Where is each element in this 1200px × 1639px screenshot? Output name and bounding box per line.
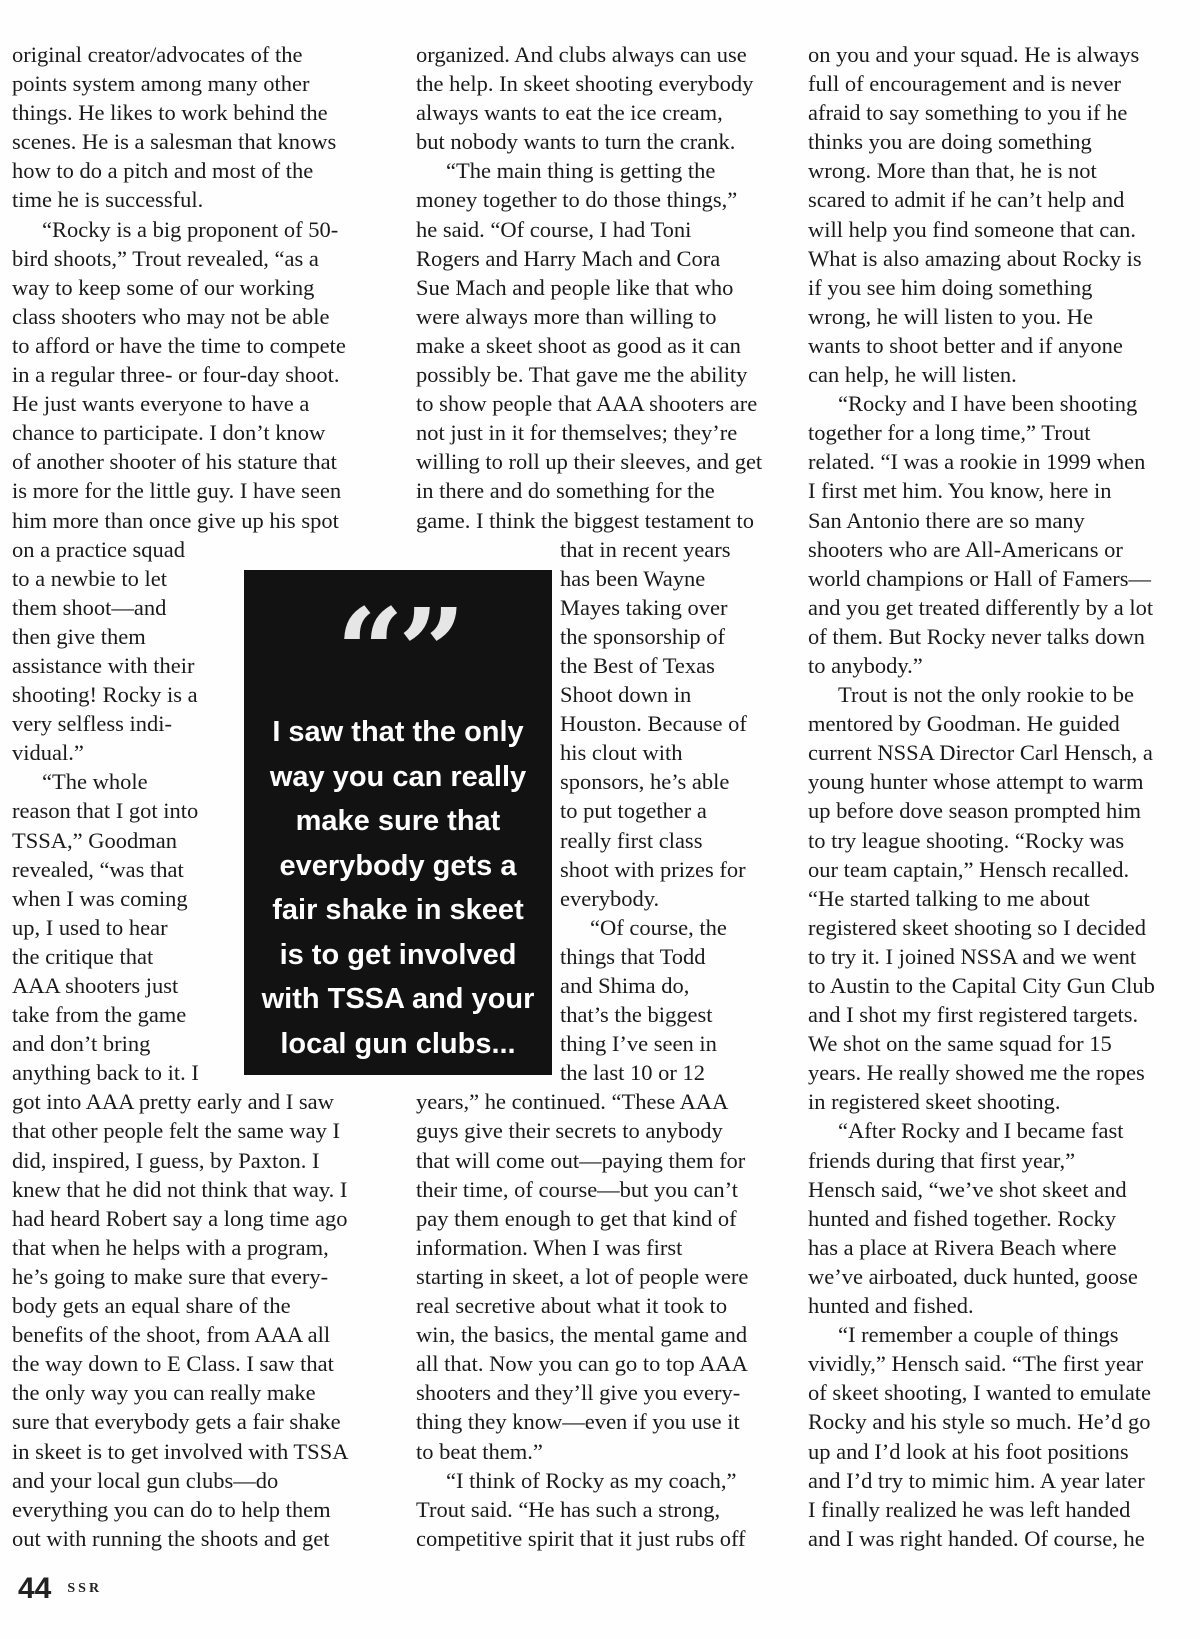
text-line: up and I’d look at his foot positions xyxy=(808,1438,1129,1464)
text-line: “I think of Rocky as my coach,” xyxy=(446,1467,737,1493)
text-line: Shoot down in xyxy=(560,682,692,708)
text-line: the critique that xyxy=(12,943,154,969)
text-line: thing they know—even if you use it xyxy=(416,1409,740,1435)
text-line: the help. In skeet shooting everybody xyxy=(416,71,754,97)
text-line: world champions or Hall of Famers— xyxy=(808,565,1152,591)
text-line: but nobody wants to turn the crank. xyxy=(416,129,736,155)
text-line: the only way you can really make xyxy=(12,1380,316,1406)
text-line: very selfless indi- xyxy=(12,711,172,737)
text-line: points system among many other xyxy=(12,71,310,97)
pull-quote-text xyxy=(244,710,552,1066)
text-line: of them. But Rocky never talks down xyxy=(808,623,1145,649)
text-line: and I’d try to mimic him. A year later xyxy=(808,1467,1145,1493)
text-line: that other people felt the same way I xyxy=(12,1118,340,1144)
text-line: got into AAA pretty early and I saw xyxy=(12,1089,334,1115)
text-line: all that. Now you can go to top AAA xyxy=(416,1351,748,1377)
text-line: “Rocky is a big proponent of 50- xyxy=(42,216,339,242)
text-line: and you get treated differently by a lot xyxy=(808,594,1154,620)
text-line: the way down to E Class. I saw that xyxy=(12,1351,334,1377)
text-line: money together to do those things,” xyxy=(416,187,738,213)
text-line: has been Wayne xyxy=(560,565,706,591)
text-line: to put together a xyxy=(560,798,707,824)
text-line: can help, he will listen. xyxy=(808,362,1017,388)
text-line: “After Rocky and I became fast xyxy=(838,1118,1124,1144)
text-line: Rocky and his style so much. He’d go xyxy=(808,1409,1151,1435)
text-line: vividly,” Hensch said. “The first year xyxy=(808,1351,1144,1377)
text-line: time he is successful. xyxy=(12,187,204,213)
text-line: shooting! Rocky is a xyxy=(12,682,198,708)
text-line: scared to admit if he can’t help and xyxy=(808,187,1125,213)
text-line: the sponsorship of xyxy=(560,623,725,649)
text-line: related. “I was a rookie in 1999 when xyxy=(808,449,1146,475)
text-line: young hunter whose attempt to warm xyxy=(808,769,1144,795)
pull-quote-line: local gun clubs... xyxy=(280,1027,516,1060)
pull-quote-box xyxy=(244,570,552,1075)
text-line: the last 10 or 12 xyxy=(560,1060,705,1086)
text-line: way to keep some of our working xyxy=(12,274,315,300)
text-line: guys give their secrets to anybody xyxy=(416,1118,723,1144)
text-line: years,” he continued. “These AAA xyxy=(416,1089,729,1115)
text-line: Rogers and Harry Mach and Cora xyxy=(416,245,721,271)
text-line: real secretive about what it took to xyxy=(416,1293,728,1319)
text-line: bird shoots,” Trout revealed, “as a xyxy=(12,245,319,271)
text-line: he said. “Of course, I had Toni xyxy=(416,216,692,242)
text-line: AAA shooters just xyxy=(12,973,179,998)
text-line: willing to roll up their sleeves, and get xyxy=(416,449,763,475)
text-line: and Shima do, xyxy=(560,973,690,998)
text-line: if you see him doing something xyxy=(808,274,1093,300)
text-line: win, the basics, the mental game and xyxy=(416,1322,748,1348)
text-line: Mayes taking over xyxy=(560,594,728,620)
text-line: hunted and fished together. Rocky xyxy=(808,1205,1117,1231)
text-line: on a practice squad xyxy=(12,536,186,562)
text-line: San Antonio there are so many xyxy=(808,507,1085,533)
text-line: that when he helps with a program, xyxy=(12,1234,329,1260)
text-line: thing I’ve seen in xyxy=(560,1031,717,1057)
text-line: “Of course, the xyxy=(590,914,727,940)
text-line: and your local gun clubs—do xyxy=(12,1467,279,1493)
text-line: years. He really showed me the ropes xyxy=(808,1060,1145,1086)
text-line: and don’t bring xyxy=(12,1031,151,1057)
text-line: not just in it for themselves; they’re xyxy=(416,420,738,446)
text-line: scenes. He is a salesman that knows xyxy=(12,129,337,155)
text-line: and I was right handed. Of course, he xyxy=(808,1525,1145,1551)
text-line: make a skeet shoot as good as it can xyxy=(416,332,741,358)
text-line: chance to participate. I don’t know xyxy=(12,420,326,446)
text-line: up before dove season prompted him xyxy=(808,798,1142,824)
text-line: sponsors, he’s able xyxy=(560,769,730,795)
text-line: that will come out—paying them for xyxy=(416,1147,746,1173)
text-line: together for a long time,” Trout xyxy=(808,420,1091,446)
text-line: shooters who are All-Americans or xyxy=(808,536,1123,562)
text-line: organized. And clubs always can use xyxy=(416,42,747,67)
text-line: shoot with prizes for xyxy=(560,856,746,882)
text-line: things that Todd xyxy=(560,943,706,969)
text-line: “I remember a couple of things xyxy=(838,1322,1119,1348)
text-line: to try it. I joined NSSA and we went xyxy=(808,943,1137,969)
text-line: We shot on the same squad for 15 xyxy=(808,1031,1112,1057)
text-line: mentored by Goodman. He guided xyxy=(808,711,1120,737)
text-line: anything back to it. I xyxy=(12,1060,199,1086)
text-line: game. I think the biggest testament to xyxy=(416,507,755,533)
text-line: Sue Mach and people like that who xyxy=(416,274,734,300)
text-line: on you and your squad. He is always xyxy=(808,42,1140,67)
text-line: sure that everybody gets a fair shake xyxy=(12,1409,341,1435)
text-line: did, inspired, I guess, by Paxton. I xyxy=(12,1147,320,1173)
text-line: had heard Robert say a long time ago xyxy=(12,1205,348,1231)
text-line: benefits of the shoot, from AAA all xyxy=(12,1322,331,1348)
text-line: in there and do something for the xyxy=(416,478,715,504)
text-line: our team captain,” Hensch recalled. xyxy=(808,856,1130,882)
text-line: in skeet is to get involved with TSSA xyxy=(12,1438,349,1464)
text-line: we’ve airboated, duck hunted, goose xyxy=(808,1263,1138,1289)
text-line: in registered skeet shooting. xyxy=(808,1089,1061,1115)
text-line: I finally realized he was left handed xyxy=(808,1496,1131,1522)
text-line: “He started talking to me about xyxy=(808,885,1090,911)
text-line: starting in skeet, a lot of people were xyxy=(416,1263,749,1289)
text-line: him more than once give up his spot xyxy=(12,507,339,533)
text-line: the Best of Texas xyxy=(560,652,715,678)
text-line: to a newbie to let xyxy=(12,565,167,591)
text-line: will help you find someone that can. xyxy=(808,216,1137,242)
text-line: of another shooter of his stature that xyxy=(12,449,337,475)
text-line: to anybody.” xyxy=(808,652,923,678)
text-line: “The whole xyxy=(42,769,148,795)
text-line: He just wants everyone to have a xyxy=(12,391,310,417)
text-line: always wants to eat the ice cream, xyxy=(416,100,723,126)
text-line: to beat them.” xyxy=(416,1438,543,1464)
text-line: current NSSA Director Carl Hensch, a xyxy=(808,740,1153,766)
text-line: friends during that first year,” xyxy=(808,1147,1076,1173)
text-line: how to do a pitch and most of the xyxy=(12,158,314,184)
text-line: has a place at Rivera Beach where xyxy=(808,1234,1117,1260)
text-line: original creator/advocates of the xyxy=(12,42,303,67)
text-line: then give them xyxy=(12,623,146,649)
pull-quote-line: way you can really xyxy=(269,760,527,793)
pull-quote-line: with TSSA and your xyxy=(261,983,535,1015)
text-line: of skeet shooting, I wanted to emulate xyxy=(808,1380,1152,1406)
text-line: up, I used to hear xyxy=(12,914,168,940)
text-line: wrong. More than that, he is not xyxy=(808,158,1097,184)
text-line: afraid to say something to you if he xyxy=(808,100,1128,126)
text-line: assistance with their xyxy=(12,652,195,678)
text-line: information. When I was first xyxy=(416,1234,683,1260)
text-line: in a regular three- or four-day shoot. xyxy=(12,362,340,388)
text-line: reason that I got into xyxy=(12,798,199,824)
text-line: I first met him. You know, here in xyxy=(808,478,1112,504)
text-line: Trout is not the only rookie to be xyxy=(838,682,1135,708)
pull-quote-line: fair shake in skeet xyxy=(272,894,524,926)
pull-quote-line: make sure that xyxy=(295,805,501,837)
page-footer xyxy=(18,1572,102,1606)
text-line: pay them enough to get that kind of xyxy=(416,1205,737,1231)
text-line: things. He likes to work behind the xyxy=(12,100,328,126)
text-line: class shooters who may not be able xyxy=(12,303,330,329)
text-line: and I shot my first registered targets. xyxy=(808,1002,1139,1028)
text-line: everything you can do to help them xyxy=(12,1496,331,1522)
text-line: hunted and fished. xyxy=(808,1293,974,1319)
text-line: to show people that AAA shooters are xyxy=(416,391,758,417)
text-line: take from the game xyxy=(12,1002,187,1028)
text-line: is more for the little guy. I have seen xyxy=(12,478,342,504)
text-line: really first class xyxy=(560,827,703,853)
text-line: to try league shooting. “Rocky was xyxy=(808,827,1125,853)
pull-quote-line: is to get involved xyxy=(279,938,517,971)
text-line: thinks you are doing something xyxy=(808,129,1092,155)
text-line: to Austin to the Capital City Gun Club xyxy=(808,973,1155,998)
text-line: Hensch said, “we’ve shot skeet and xyxy=(808,1176,1127,1202)
text-line: Trout said. “He has such a strong, xyxy=(416,1496,721,1522)
text-line: full of encouragement and is never xyxy=(808,71,1122,97)
publication-name: SSR xyxy=(67,1581,103,1596)
pull-quote-line: I saw that the only xyxy=(272,716,524,748)
text-line: wants to shoot better and if anyone xyxy=(808,332,1123,358)
text-line: “Rocky and I have been shooting xyxy=(838,391,1138,417)
text-line: competitive spirit that it just rubs off xyxy=(416,1525,746,1551)
text-line: to afford or have the time to compete xyxy=(12,332,346,358)
text-line: wrong, he will listen to you. He xyxy=(808,303,1093,329)
text-line: that in recent years xyxy=(560,536,731,562)
text-line: shooters and they’ll give you every- xyxy=(416,1380,741,1406)
text-line: registered skeet shooting so I decided xyxy=(808,914,1147,940)
text-line: his clout with xyxy=(560,740,683,766)
text-line: What is also amazing about Rocky is xyxy=(808,245,1142,271)
text-line: vidual.” xyxy=(12,740,84,766)
text-line: everybody. xyxy=(560,885,660,911)
text-line: body gets an equal share of the xyxy=(12,1293,291,1319)
text-line: out with running the shoots and get xyxy=(12,1525,330,1551)
page-number: 44 xyxy=(18,1572,52,1605)
text-line: Houston. Because of xyxy=(560,711,747,737)
text-line: TSSA,” Goodman xyxy=(12,827,177,853)
text-line: knew that he did not think that way. I xyxy=(12,1176,348,1202)
text-line: revealed, “was that xyxy=(12,856,184,882)
text-line: possibly be. That gave me the ability xyxy=(416,362,748,388)
text-line: their time, of course—but you can’t xyxy=(416,1176,738,1202)
text-line: when I was coming xyxy=(12,885,188,911)
text-line: were always more than willing to xyxy=(416,303,717,329)
text-line: them shoot—and xyxy=(12,594,167,620)
quote-marks-icon: “” xyxy=(336,582,460,721)
text-line: that’s the biggest xyxy=(560,1002,713,1028)
text-line: “The main thing is getting the xyxy=(446,158,716,184)
pull-quote-line: everybody gets a xyxy=(279,849,517,882)
text-line: he’s going to make sure that every- xyxy=(12,1263,329,1289)
text-column-3 xyxy=(808,40,1155,1553)
